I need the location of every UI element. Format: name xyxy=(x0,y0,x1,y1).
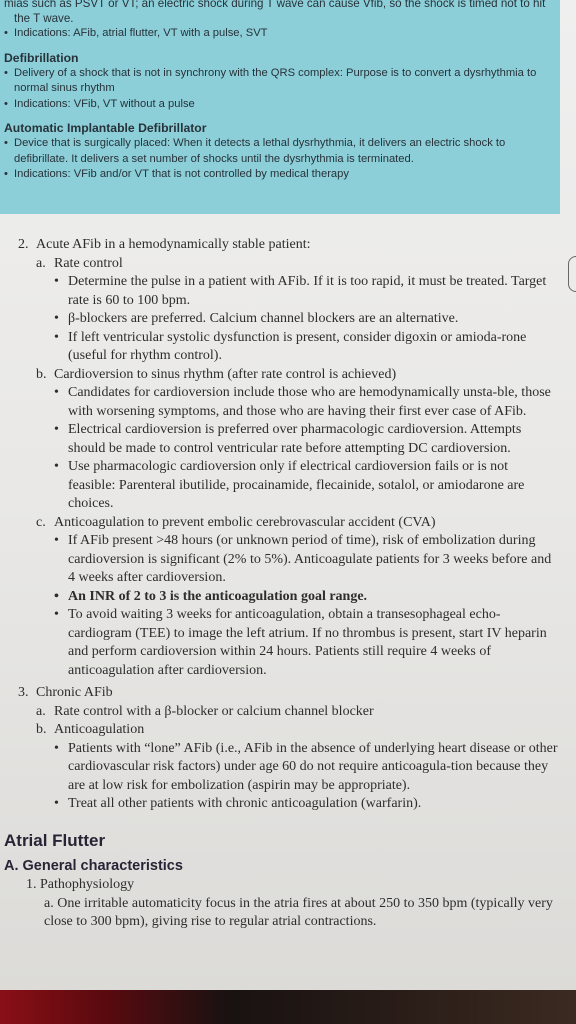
cardioversion-indications: • Indications: AFib, atrial flutter, VT with a pulse, SVT xyxy=(4,26,560,42)
list-item: • Patients with “lone” AFib (i.e., AFib in the absence of underlying heart disease or other cardiovascular risk factors) under age 60 do not require anticoagula-tion because they are at low risk for embolization (aspirin may be appropriate). xyxy=(54,740,558,796)
pathophysiology-detail: a. One irritable automaticity focus in the atria fires at about 250 to 350 bpm (typically very close to 300 bpm), giving rise to regular atrial contractions. xyxy=(44,895,553,929)
defib-bullet-2: • Indications: VFib, VT without a pulse xyxy=(4,97,560,113)
info-box xyxy=(0,0,560,214)
sub-text: Rate control with a β-blocker or calcium channel blocker xyxy=(54,703,374,719)
item-text: Acute AFib in a hemodynamically stable patient: xyxy=(36,237,311,252)
background-surface xyxy=(0,990,576,1024)
list-item: • Use pharmacologic cardioversion only if electrical cardioversion fails or is not feasible: Parenteral ibutilide, procainamide, flecainide, sotalol, or amiodarone are choices. xyxy=(54,458,558,514)
sub-item-2a xyxy=(36,255,558,274)
list-item: • If left ventricular systolic dysfunction is present, consider digoxin or amioda-rone (useful for rhythm control). xyxy=(54,329,558,366)
sub-2c-bullets xyxy=(54,532,558,680)
list-item: • β-blockers are preferred. Calcium channel blockers are an alternative. xyxy=(54,310,558,329)
list-item: • An INR of 2 to 3 is the anticoagulation goal range. xyxy=(54,588,558,607)
sub-text: Cardioversion to sinus rhythm (after rate control is achieved) xyxy=(54,366,397,382)
list-item: • To avoid waiting 3 weeks for anticoagulation, obtain a transesophageal echo-cardiogram (TEE) to image the left atrium. If no thrombus is present, start IV heparin and perform cardioversion within 24 hours. Patients still require 4 weeks of anticoagulation after cardioversion. xyxy=(54,606,558,680)
section-title: Atrial Flutter xyxy=(4,831,106,850)
item-number: 3. xyxy=(18,685,29,700)
aicd-bullet-2: • Indications: VFib and/or VT that is not controlled by medical therapy xyxy=(4,167,560,183)
sub-item-2c xyxy=(36,514,558,533)
sub-text: Anticoagulation xyxy=(54,722,145,737)
list-item: • Candidates for cardioversion include those who are hemodynamically unsta-ble, those with worsening symptoms, and those who are having their first ever case of AFib. xyxy=(54,384,558,421)
aicd-bullet-1: • Device that is surgically placed: When it detects a lethal dysrhythmia, it delivers an electric shock to defibrillate. It delivers a set number of shocks until the dysrhythmia is terminated. xyxy=(4,136,560,167)
subsection-title: A. General characteristics xyxy=(4,858,183,874)
atrial-flutter-section xyxy=(4,830,564,932)
defib-bullet-1: • Delivery of a shock that is not in synchrony with the QRS complex: Purpose is to convert a dysrhythmia to normal sinus rhythm xyxy=(4,66,560,97)
intro-line-2: the T wave. xyxy=(14,11,74,25)
sub-letter: a. xyxy=(36,255,46,271)
sub-letter: b. xyxy=(36,722,47,737)
sub-letter: b. xyxy=(36,366,47,382)
item-number: 2. xyxy=(18,237,29,252)
list-item: • Determine the pulse in a patient with AFib. If it is too rapid, it must be treated. Target rate is 60 to 100 bpm. xyxy=(54,273,558,310)
list-item-2 xyxy=(18,236,558,255)
list-item: • Electrical cardioversion is preferred over pharmacologic cardioversion. Attempts should be made to control ventricular rate before attempting DC cardioversion. xyxy=(54,421,558,458)
intro-line-1: mias such as PSVT or VT; an electric shock during T wave can cause Vfib, so the shock is timed not to hit xyxy=(4,0,546,10)
defibrillation-heading: Defibrillation xyxy=(4,50,79,65)
item-text: Chronic AFib xyxy=(36,685,113,700)
main-text xyxy=(18,236,558,814)
aicd-heading: Automatic Implantable Defibrillator xyxy=(4,121,207,136)
sub-item-3a xyxy=(36,703,558,722)
page-tab-marker xyxy=(568,256,576,292)
sub-letter: a. xyxy=(36,703,46,719)
sub-2b-bullets xyxy=(54,384,558,514)
pathophysiology-item: 1. Pathophysiology xyxy=(26,877,135,892)
list-item: • Treat all other patients with chronic anticoagulation (warfarin). xyxy=(54,795,558,814)
sub-text: Anticoagulation to prevent embolic cerebrovascular accident (CVA) xyxy=(54,514,436,530)
sub-3b-bullets xyxy=(54,740,558,814)
sub-item-2b xyxy=(36,366,558,385)
sub-item-3b xyxy=(36,721,558,740)
sub-letter: c. xyxy=(36,514,46,530)
sub-text: Rate control xyxy=(54,255,123,271)
sub-2a-bullets xyxy=(54,273,558,366)
list-item-3 xyxy=(18,684,558,703)
list-item: • If AFib present >48 hours (or unknown period of time), risk of embolization during cardioversion is significant (2% to 5%). Anticoagulate patients for 3 weeks before and 4 weeks after cardioversion. xyxy=(54,532,558,588)
